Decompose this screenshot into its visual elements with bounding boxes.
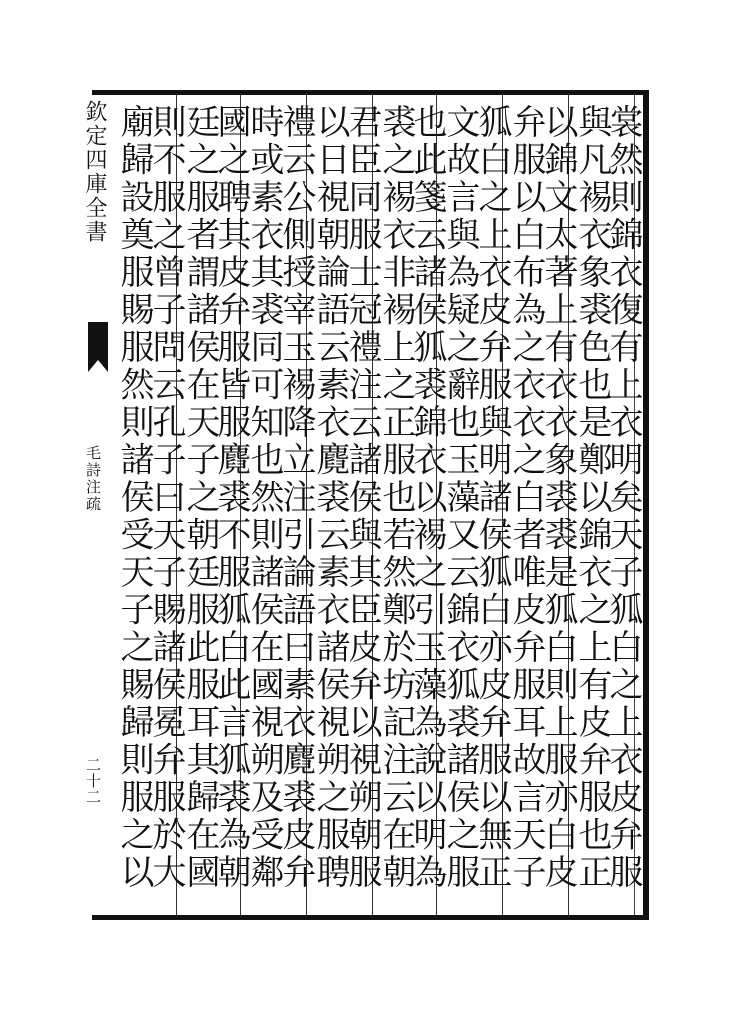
text-column: 廟歸設奠服賜服然則諸侯受天子之賜歸則服之以 [114,104,154,892]
text-column: 也此箋云諸侯狐裘錦衣以裼之引玉藻為說以明為 [407,104,447,892]
library-title: 欽定四庫全書 [82,100,107,244]
text-column: 文故言與為疑之辭也玉藻又云錦衣狐裘諸侯之服 [440,104,480,892]
text-column: 君臣同服士冠禮注云諸侯與其臣皮弁以視朔朝服 [342,104,382,892]
text-column: 弁服以白布為之衣衣之白者唯皮弁服耳故言天子 [506,104,546,892]
text-column: 國之聘其皮弁服皆服麑裘不服狐白此言狐裘為朝 [211,104,251,892]
fish-tail-mark-icon [86,322,110,372]
text-column: 以錦文太著上有衣衣象裘裘是狐白則上服亦白皮 [538,104,578,892]
text-column: 以日視朝論語云素衣麑裘云素衣諸侯視朔之服聘 [310,104,350,892]
text-column: 禮云公側授宰玉裼降立注引論語曰素衣麑裘皮弁 [276,104,316,892]
text-column: 裘之裼衣非裼上之正服也若然鄭於坊記注云在朝 [376,104,416,892]
text-column: 則不服之曾子問云孔子曰天子賜諸侯冕弁服於大 [146,104,186,892]
book-title: 毛詩注疏 [84,445,102,513]
text-column: 時或素衣其裘同可知也然則諸侯在國視朔及受鄰 [244,104,284,892]
border-bottom [92,915,648,920]
text-column: 廷之服者謂諸侯在天子之朝廷服此服耳其歸在國 [180,104,220,892]
text-column: 狐白之上衣皮弁服與明諸侯狐白亦皮弁服以無正 [472,104,512,892]
text-column: 與凡裼衣象裘色也是鄭以錦衣之上有皮弁服也正 [572,104,612,892]
text-column: 裳然則錦衣復有上衣明矣天子狐白之上衣皮弁服 [603,104,643,892]
page-number: 二十二 [84,757,102,805]
